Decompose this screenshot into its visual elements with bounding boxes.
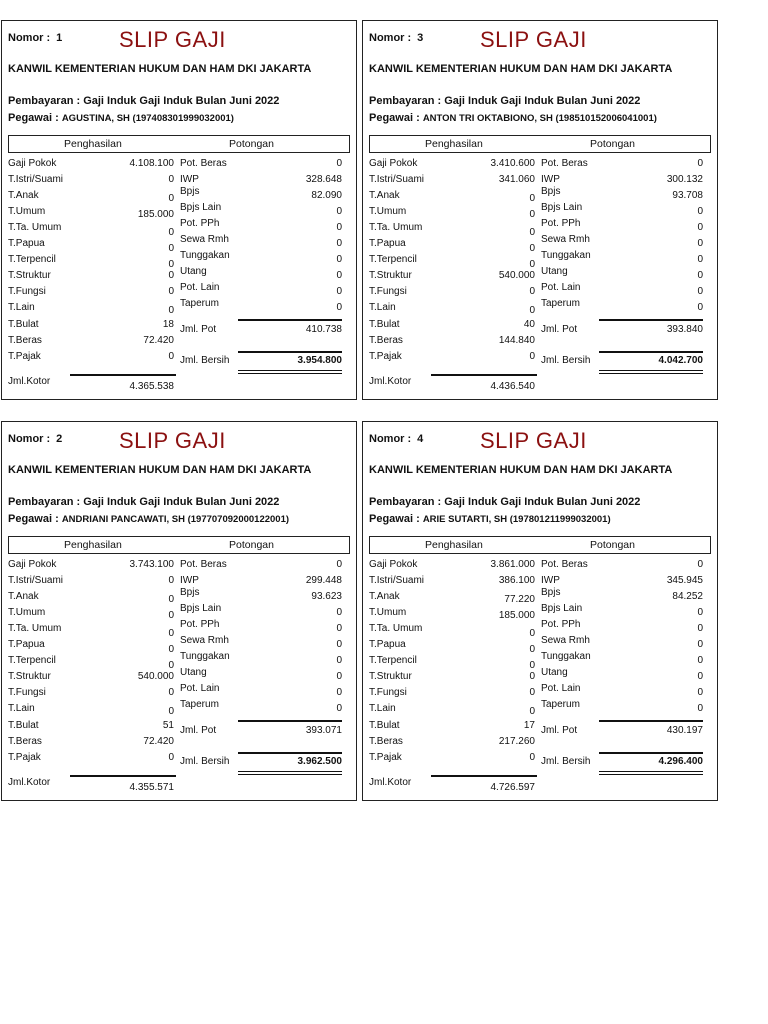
deduction-value: 0 <box>336 671 342 682</box>
income-label: Gaji Pokok <box>8 559 57 570</box>
income-value: 0 <box>168 227 174 238</box>
slip-number-label: Nomor : <box>369 32 412 44</box>
income-value: 185.000 <box>498 610 535 621</box>
deduction-label: Bpjs <box>541 587 561 598</box>
payment-description: Pembayaran : Gaji Induk Gaji Induk Bulan Juni 2022 <box>369 95 641 107</box>
income-value: 0 <box>529 644 535 655</box>
net-pay-label: Jml. Bersih <box>180 756 230 767</box>
deduction-label: Sewa Rmh <box>541 234 590 245</box>
deduction-value: 0 <box>697 286 703 297</box>
income-label: T.Anak <box>8 591 39 602</box>
deduction-label: Pot. PPh <box>541 218 581 229</box>
income-value: 0 <box>529 286 535 297</box>
income-header: Penghasilan <box>64 539 122 551</box>
gross-pay-label: Jml.Kotor <box>8 376 51 387</box>
deduction-label: Sewa Rmh <box>541 635 590 646</box>
deduction-header: Potongan <box>590 539 635 551</box>
income-label: T.Ta. Umum <box>369 222 423 233</box>
deduction-label: Tunggakan <box>180 651 230 662</box>
divider <box>599 771 703 772</box>
deduction-value: 0 <box>697 687 703 698</box>
income-value: 18 <box>162 319 174 330</box>
deduction-value: 0 <box>697 238 703 249</box>
income-label: T.Anak <box>369 591 400 602</box>
deduction-label: IWP <box>180 174 199 185</box>
income-label: T.Papua <box>8 238 45 249</box>
deduction-label: Bpjs <box>541 186 561 197</box>
income-label: T.Istri/Suami <box>8 575 64 586</box>
slip-title: SLIP GAJI <box>480 428 587 453</box>
income-label: T.Pajak <box>8 351 41 362</box>
income-value: 77.220 <box>504 594 535 605</box>
total-deductions-label: Jml. Pot <box>180 725 217 736</box>
income-value: 0 <box>529 752 535 763</box>
gross-pay-label: Jml.Kotor <box>369 777 412 788</box>
income-label: T.Umum <box>369 607 407 618</box>
divider <box>599 720 703 722</box>
deduction-value: 0 <box>336 623 342 634</box>
income-value: 0 <box>168 628 174 639</box>
income-value: 3.743.100 <box>129 559 174 570</box>
slip-number-value: 1 <box>56 32 63 44</box>
office-name: KANWIL KEMENTERIAN HUKUM DAN HAM DKI JAKARTA <box>8 63 312 75</box>
divider <box>70 775 176 777</box>
income-label: T.Umum <box>369 206 407 217</box>
income-value: 72.420 <box>143 335 174 346</box>
deduction-value: 299.448 <box>305 575 342 586</box>
deduction-label: Sewa Rmh <box>180 635 229 646</box>
slip-number-value: 3 <box>417 32 424 44</box>
deduction-value: 345.945 <box>666 575 703 586</box>
deduction-label: Utang <box>541 266 568 277</box>
deduction-value: 300.132 <box>666 174 703 185</box>
salary-slip <box>362 421 718 801</box>
income-label: T.Struktur <box>369 671 412 682</box>
divider <box>599 373 703 374</box>
income-label: T.Papua <box>8 639 45 650</box>
salary-slip <box>1 20 357 400</box>
deduction-label: Bpjs Lain <box>180 202 222 213</box>
deduction-label: IWP <box>541 174 560 185</box>
net-pay-label: Jml. Bersih <box>541 355 591 366</box>
deduction-value: 93.623 <box>311 591 342 602</box>
net-pay-label: Jml. Bersih <box>180 355 230 366</box>
income-value: 0 <box>168 752 174 763</box>
income-value: 0 <box>529 259 535 270</box>
office-name: KANWIL KEMENTERIAN HUKUM DAN HAM DKI JAKARTA <box>8 464 312 476</box>
income-header: Penghasilan <box>64 138 122 150</box>
income-header: Penghasilan <box>425 539 483 551</box>
deduction-value: 0 <box>336 286 342 297</box>
net-pay-label: Jml. Bersih <box>541 756 591 767</box>
total-deductions-label: Jml. Pot <box>180 324 217 335</box>
column-header <box>8 536 350 554</box>
deduction-value: 0 <box>336 238 342 249</box>
net-pay-value: 3.954.800 <box>297 355 342 366</box>
employee-name: ANTON TRI OKTABIONO, SH (198510152006041001) <box>422 113 657 124</box>
gross-pay-label: Jml.Kotor <box>8 777 51 788</box>
deduction-label: Pot. Beras <box>180 158 227 169</box>
income-value: 540.000 <box>137 671 174 682</box>
slip-number <box>369 32 423 44</box>
deduction-label: Pot. PPh <box>541 619 581 630</box>
divider <box>238 771 342 772</box>
income-label: Gaji Pokok <box>8 158 57 169</box>
deduction-value: 0 <box>336 302 342 313</box>
deduction-value: 0 <box>697 222 703 233</box>
deduction-label: Bpjs <box>180 587 200 598</box>
slip-number-label: Nomor : <box>8 32 51 44</box>
slip-number-value: 4 <box>417 433 424 445</box>
income-label: T.Pajak <box>369 752 402 763</box>
income-value: 0 <box>529 193 535 204</box>
divider <box>238 720 342 722</box>
income-label: T.Struktur <box>369 270 412 281</box>
income-value: 0 <box>529 351 535 362</box>
divider <box>431 775 537 777</box>
income-value: 0 <box>168 594 174 605</box>
deduction-label: Tunggakan <box>180 250 230 261</box>
deduction-value: 0 <box>336 206 342 217</box>
divider <box>70 374 176 376</box>
deduction-value: 0 <box>336 655 342 666</box>
divider <box>599 752 703 754</box>
slip-title: SLIP GAJI <box>119 428 226 453</box>
income-value: 0 <box>529 706 535 717</box>
income-label: T.Struktur <box>8 671 51 682</box>
income-label: T.Anak <box>8 190 39 201</box>
deduction-value: 0 <box>697 206 703 217</box>
income-value: 217.260 <box>498 736 535 747</box>
income-value: 0 <box>168 687 174 698</box>
divider <box>599 319 703 321</box>
total-deductions-value: 393.071 <box>305 725 342 736</box>
income-value: 0 <box>168 193 174 204</box>
slip-number <box>369 433 423 445</box>
divider <box>238 774 342 775</box>
income-label: T.Terpencil <box>369 655 417 666</box>
gross-pay-value: 4.726.597 <box>490 782 535 793</box>
deduction-label: Pot. Beras <box>541 559 588 570</box>
deduction-label: Bpjs Lain <box>541 202 583 213</box>
deduction-label: Pot. Beras <box>541 158 588 169</box>
income-label: T.Ta. Umum <box>8 222 62 233</box>
divider <box>238 370 342 371</box>
deduction-value: 0 <box>697 671 703 682</box>
income-label: T.Umum <box>8 206 46 217</box>
deduction-header: Potongan <box>229 539 274 551</box>
total-deductions-value: 393.840 <box>666 324 703 335</box>
income-value: 3.861.000 <box>490 559 535 570</box>
deduction-value: 0 <box>697 703 703 714</box>
income-value: 386.100 <box>498 575 535 586</box>
income-label: T.Lain <box>8 703 35 714</box>
income-value: 17 <box>523 720 535 731</box>
income-label: T.Bulat <box>8 720 39 731</box>
income-label: T.Lain <box>369 703 396 714</box>
income-label: T.Ta. Umum <box>8 623 62 634</box>
income-label: T.Ta. Umum <box>369 623 423 634</box>
salary-slip <box>1 421 357 801</box>
income-label: T.Fungsi <box>369 286 407 297</box>
income-label: T.Terpencil <box>8 254 56 265</box>
slip-number-value: 2 <box>56 433 63 445</box>
deduction-header: Potongan <box>590 138 635 150</box>
income-label: T.Istri/Suami <box>369 575 425 586</box>
deduction-label: Taperum <box>180 298 219 309</box>
slip-number <box>8 433 62 445</box>
deduction-value: 0 <box>697 639 703 650</box>
gross-pay-value: 4.355.571 <box>129 782 174 793</box>
income-value: 0 <box>168 243 174 254</box>
deduction-value: 0 <box>697 158 703 169</box>
deduction-value: 0 <box>697 302 703 313</box>
income-value: 0 <box>529 243 535 254</box>
income-value: 51 <box>162 720 174 731</box>
income-value: 144.840 <box>498 335 535 346</box>
total-deductions-label: Jml. Pot <box>541 725 578 736</box>
income-value: 0 <box>168 706 174 717</box>
total-deductions-value: 410.738 <box>305 324 342 335</box>
income-label: T.Istri/Suami <box>369 174 425 185</box>
income-label: Gaji Pokok <box>369 559 418 570</box>
deduction-label: Pot. PPh <box>180 218 220 229</box>
deduction-label: Taperum <box>541 699 580 710</box>
income-value: 185.000 <box>137 209 174 220</box>
deduction-label: Utang <box>541 667 568 678</box>
income-label: T.Istri/Suami <box>8 174 64 185</box>
slip-number-label: Nomor : <box>369 433 412 445</box>
income-value: 0 <box>168 259 174 270</box>
deduction-label: Bpjs <box>180 186 200 197</box>
income-value: 72.420 <box>143 736 174 747</box>
deduction-value: 0 <box>336 270 342 281</box>
income-value: 0 <box>168 174 174 185</box>
employee-label: Pegawai : <box>369 513 420 525</box>
income-value: 0 <box>168 270 174 281</box>
income-label: Gaji Pokok <box>369 158 418 169</box>
net-pay-value: 4.296.400 <box>658 756 703 767</box>
income-value: 0 <box>168 575 174 586</box>
deduction-label: Pot. Beras <box>180 559 227 570</box>
employee <box>369 112 657 124</box>
deduction-label: Pot. PPh <box>180 619 220 630</box>
slip-title: SLIP GAJI <box>480 27 587 52</box>
income-value: 0 <box>168 644 174 655</box>
income-label: T.Terpencil <box>8 655 56 666</box>
income-value: 4.108.100 <box>129 158 174 169</box>
net-pay-value: 4.042.700 <box>658 355 703 366</box>
employee-name: ANDRIANI PANCAWATI, SH (197707092000122001) <box>61 514 290 525</box>
income-label: T.Struktur <box>8 270 51 281</box>
salary-slip <box>362 20 718 400</box>
income-label: T.Fungsi <box>8 286 46 297</box>
deduction-value: 0 <box>336 254 342 265</box>
employee <box>8 112 234 124</box>
net-pay-value: 3.962.500 <box>297 756 342 767</box>
divider <box>238 319 342 321</box>
deduction-value: 0 <box>336 703 342 714</box>
deduction-value: 0 <box>697 607 703 618</box>
deduction-label: Sewa Rmh <box>180 234 229 245</box>
payment-description: Pembayaran : Gaji Induk Gaji Induk Bulan Juni 2022 <box>8 496 280 508</box>
income-label: T.Beras <box>369 335 403 346</box>
deduction-value: 0 <box>336 639 342 650</box>
deduction-label: Tunggakan <box>541 250 591 261</box>
income-value: 341.060 <box>498 174 535 185</box>
deduction-value: 328.648 <box>305 174 342 185</box>
column-header <box>8 135 350 153</box>
slip-number-label: Nomor : <box>8 433 51 445</box>
income-value: 0 <box>529 227 535 238</box>
deduction-value: 0 <box>697 254 703 265</box>
column-header <box>369 536 711 554</box>
income-header: Penghasilan <box>425 138 483 150</box>
income-label: T.Terpencil <box>369 254 417 265</box>
gross-pay-value: 4.365.538 <box>129 381 174 392</box>
deduction-label: Utang <box>180 667 207 678</box>
income-label: T.Papua <box>369 639 406 650</box>
income-label: T.Lain <box>8 302 35 313</box>
office-name: KANWIL KEMENTERIAN HUKUM DAN HAM DKI JAKARTA <box>369 464 673 476</box>
income-value: 0 <box>529 209 535 220</box>
income-label: T.Umum <box>8 607 46 618</box>
deduction-value: 82.090 <box>311 190 342 201</box>
employee-label: Pegawai : <box>369 112 420 124</box>
income-label: T.Beras <box>369 736 403 747</box>
income-label: T.Papua <box>369 238 406 249</box>
deduction-label: Taperum <box>541 298 580 309</box>
deduction-value: 0 <box>336 607 342 618</box>
divider <box>599 774 703 775</box>
slip-title: SLIP GAJI <box>119 27 226 52</box>
deduction-label: Bpjs Lain <box>180 603 222 614</box>
office-name: KANWIL KEMENTERIAN HUKUM DAN HAM DKI JAKARTA <box>369 63 673 75</box>
employee-label: Pegawai : <box>8 513 59 525</box>
divider <box>238 373 342 374</box>
income-label: T.Bulat <box>8 319 39 330</box>
income-label: T.Beras <box>8 736 42 747</box>
income-label: T.Fungsi <box>369 687 407 698</box>
deduction-label: IWP <box>541 575 560 586</box>
divider <box>238 351 342 353</box>
income-label: T.Lain <box>369 302 396 313</box>
deduction-label: Pot. Lain <box>180 683 220 694</box>
income-value: 0 <box>529 687 535 698</box>
deduction-value: 0 <box>336 559 342 570</box>
income-value: 0 <box>529 671 535 682</box>
income-value: 0 <box>529 628 535 639</box>
income-value: 0 <box>168 286 174 297</box>
gross-pay-label: Jml.Kotor <box>369 376 412 387</box>
divider <box>599 351 703 353</box>
deduction-value: 0 <box>697 559 703 570</box>
deduction-label: Taperum <box>180 699 219 710</box>
income-value: 3.410.600 <box>490 158 535 169</box>
deduction-value: 0 <box>697 623 703 634</box>
deduction-label: Pot. Lain <box>541 683 581 694</box>
income-value: 540.000 <box>498 270 535 281</box>
income-value: 0 <box>168 305 174 316</box>
income-value: 0 <box>529 305 535 316</box>
employee-name: AGUSTINA, SH (197408301999032001) <box>61 113 234 124</box>
slip-number <box>8 32 62 44</box>
income-label: T.Pajak <box>8 752 41 763</box>
deduction-value: 0 <box>697 655 703 666</box>
employee-label: Pegawai : <box>8 112 59 124</box>
income-label: T.Bulat <box>369 319 400 330</box>
deduction-label: IWP <box>180 575 199 586</box>
divider <box>431 374 537 376</box>
divider <box>599 370 703 371</box>
deduction-value: 0 <box>336 158 342 169</box>
total-deductions-label: Jml. Pot <box>541 324 578 335</box>
deduction-label: Pot. Lain <box>541 282 581 293</box>
income-value: 40 <box>523 319 535 330</box>
deduction-label: Bpjs Lain <box>541 603 583 614</box>
income-label: T.Bulat <box>369 720 400 731</box>
employee <box>8 513 289 525</box>
payment-description: Pembayaran : Gaji Induk Gaji Induk Bulan Juni 2022 <box>8 95 280 107</box>
deduction-value: 0 <box>336 687 342 698</box>
total-deductions-value: 430.197 <box>666 725 703 736</box>
deduction-label: Utang <box>180 266 207 277</box>
income-label: T.Fungsi <box>8 687 46 698</box>
income-label: T.Beras <box>8 335 42 346</box>
income-label: T.Pajak <box>369 351 402 362</box>
payment-description: Pembayaran : Gaji Induk Gaji Induk Bulan Juni 2022 <box>369 496 641 508</box>
income-value: 0 <box>529 660 535 671</box>
deduction-value: 93.708 <box>672 190 703 201</box>
deduction-label: Pot. Lain <box>180 282 220 293</box>
gross-pay-value: 4.436.540 <box>490 381 535 392</box>
deduction-label: Tunggakan <box>541 651 591 662</box>
employee <box>369 513 611 525</box>
income-label: T.Anak <box>369 190 400 201</box>
income-value: 0 <box>168 351 174 362</box>
income-value: 0 <box>168 610 174 621</box>
deduction-value: 0 <box>697 270 703 281</box>
deduction-header: Potongan <box>229 138 274 150</box>
deduction-value: 0 <box>336 222 342 233</box>
divider <box>238 752 342 754</box>
column-header <box>369 135 711 153</box>
deduction-value: 84.252 <box>672 591 703 602</box>
income-value: 0 <box>168 660 174 671</box>
employee-name: ARIE SUTARTI, SH (197801211999032001) <box>422 514 611 525</box>
